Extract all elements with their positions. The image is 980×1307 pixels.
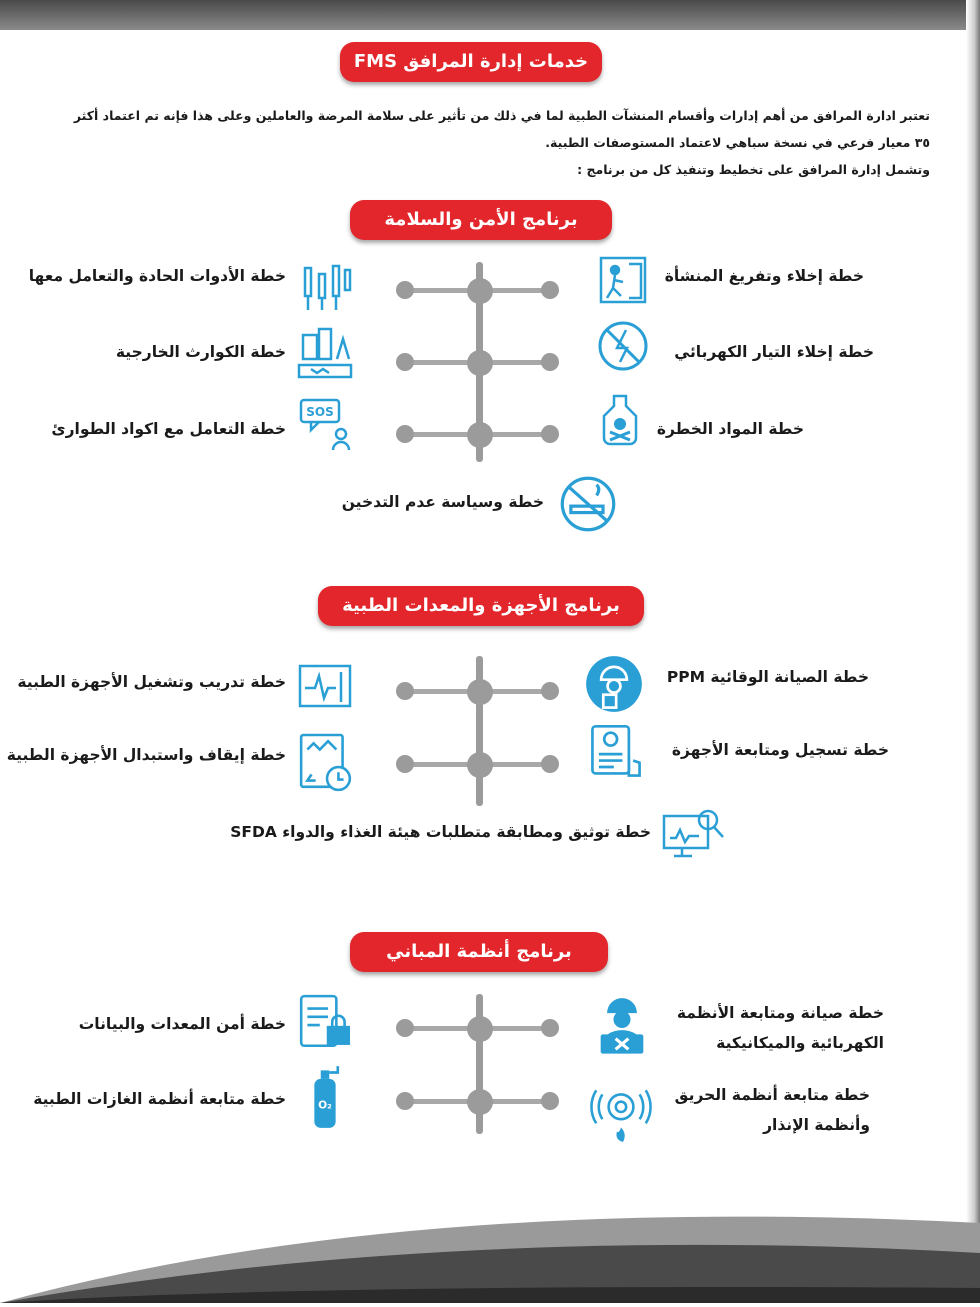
connector-node: [541, 353, 559, 371]
disaster-icon: [297, 325, 353, 381]
connector-node: [541, 755, 559, 773]
inspection-monitor-icon: [660, 806, 726, 862]
plan-fire-systems-line1: خطة متابعة أنظمة الحريق: [674, 1086, 870, 1104]
connector-node: [467, 278, 493, 304]
plan-medical-gases: خطة متابعة أنظمة الغازات الطبية: [33, 1090, 286, 1108]
plan-sharp-tools: خطة الأدوات الحادة والتعامل معها: [28, 267, 286, 285]
connector-node: [541, 682, 559, 700]
no-electricity-icon: [595, 318, 651, 374]
connector-node: [541, 281, 559, 299]
plan-electrical-mechanical: [656, 998, 884, 1058]
section-title-equipment: برنامج الأجهزة والمعدات الطبية: [318, 586, 644, 626]
plan-replace-devices: خطة إيقاف واستبدال الأجهزة الطبية: [6, 746, 286, 764]
plan-ppm: خطة الصيانة الوقائية PPM: [666, 668, 869, 686]
page-edge: [966, 0, 980, 1303]
connector-node: [467, 1089, 493, 1115]
intro-line-2: ٣٥ معيار فرعي في نسخة سباهي لاعتماد المستوصفات الطبية.: [545, 135, 930, 150]
connector-node: [396, 682, 414, 700]
sos-icon: [297, 396, 353, 452]
connector-node: [541, 425, 559, 443]
maintenance-worker-icon: [584, 654, 644, 714]
plan-emergency-codes: خطة التعامل مع اكواد الطوارئ: [51, 420, 286, 438]
register-device-icon: [586, 722, 646, 782]
plan-sfda: خطة توثيق ومطابقة متطلبات هيئة الغذاء والدواء SFDA: [230, 823, 651, 841]
plan-register-devices: خطة تسجيل ومتابعة الأجهزة: [671, 741, 889, 759]
data-security-icon: [297, 992, 355, 1054]
intro-text: [30, 102, 930, 183]
connector-node: [541, 1092, 559, 1110]
connector-node: [396, 1019, 414, 1037]
footer-decoration: [0, 1183, 980, 1303]
svg-text:SOS: SOS: [306, 405, 334, 419]
connector-node: [467, 350, 493, 376]
fire-alarm-icon: [590, 1080, 652, 1144]
plan-evacuation: خطة إخلاء وتفريغ المنشأة: [664, 267, 864, 285]
connector-node: [467, 1016, 493, 1042]
connector-node: [396, 1092, 414, 1110]
section-title-buildings: برنامج أنظمة المباني: [350, 932, 608, 972]
plan-hazardous: خطة المواد الخطرة: [656, 420, 804, 438]
svg-text:O₂: O₂: [318, 1098, 332, 1112]
intro-line-1: تعتبر ادارة المرافق من أهم إدارات وأقسام المنشآت الطبية لما في ذلك من تأثير على سلامة المرضة والعاملين وعلى هذا فإنه تم اعتماد أكثر: [73, 108, 930, 123]
connector-node: [396, 353, 414, 371]
plan-electrical-mechanical-line2: الكهربائية والميكانيكية: [716, 1034, 884, 1052]
connector-node: [396, 281, 414, 299]
connector-node: [467, 422, 493, 448]
no-smoking-icon: [558, 474, 618, 534]
oxygen-cylinder-icon: [305, 1064, 345, 1130]
plan-electrical-mechanical-line1: خطة صيانة ومتابعة الأنظمة: [676, 1004, 884, 1022]
plan-fire-systems: [656, 1080, 870, 1140]
intro-line-3: وتشمل إدارة المرافق على تخطيط وتنفيذ كل من برنامج :: [577, 162, 930, 177]
connector-node: [396, 755, 414, 773]
connector-node: [396, 425, 414, 443]
plan-fire-systems-line2: وأنظمة الإنذار: [763, 1116, 870, 1134]
plan-data-security: خطة أمن المعدات والبيانات: [78, 1015, 286, 1033]
plan-electricity: خطة إخلاء التيار الكهربائي: [674, 343, 874, 361]
evacuation-icon: [595, 252, 651, 308]
page-title: خدمات إدارة المرافق FMS: [340, 42, 602, 82]
technician-icon: [590, 996, 654, 1060]
replace-device-icon: [297, 732, 355, 796]
connector-node: [467, 679, 493, 705]
sharp-tools-icon: [297, 260, 353, 316]
connector-node: [467, 752, 493, 778]
connector-node: [541, 1019, 559, 1037]
plan-no-smoking: خطة وسياسة عدم التدخين: [341, 493, 544, 511]
section-title-safety: برنامج الأمن والسلامة: [350, 200, 612, 240]
top-bar: [0, 0, 980, 30]
hazardous-material-icon: [592, 392, 648, 448]
plan-disasters: خطة الكوارث الخارجية: [115, 343, 286, 361]
medical-monitor-icon: [297, 660, 353, 716]
plan-training: خطة تدريب وتشغيل الأجهزة الطبية: [17, 673, 286, 691]
